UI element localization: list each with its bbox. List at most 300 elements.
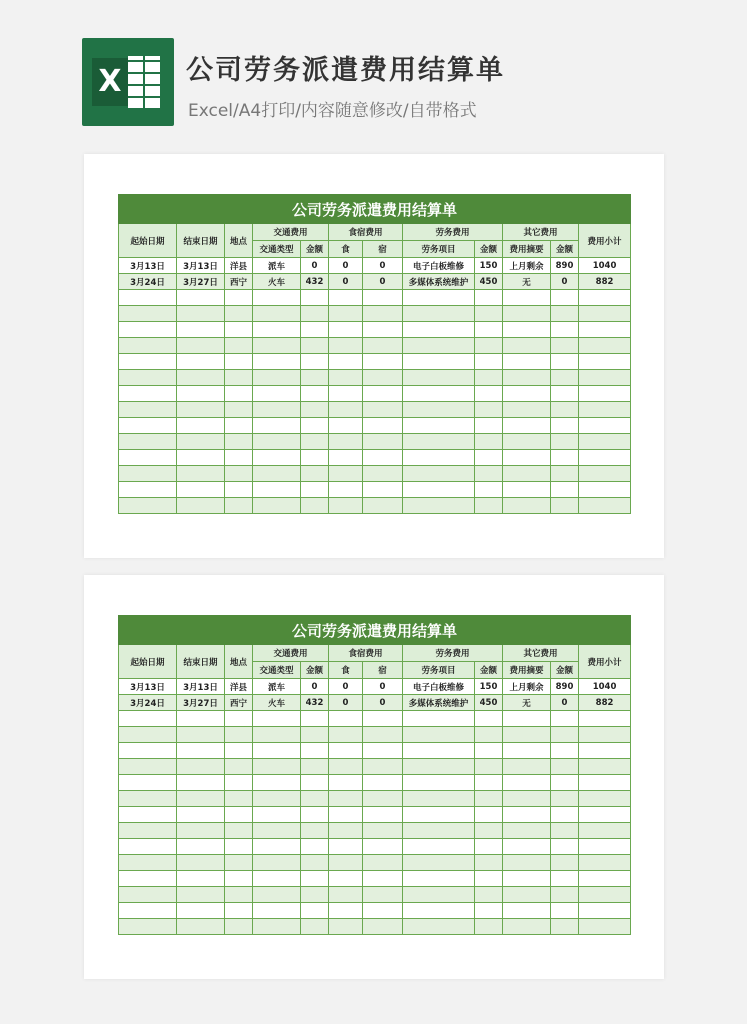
header-start-date: 起始日期 [119,224,177,258]
empty-cell [503,402,551,418]
empty-cell [579,370,631,386]
header-other: 其它费用 [503,224,579,241]
subheader-transport-amount: 金额 [301,241,329,258]
table-cell: 0 [551,695,579,711]
empty-cell [363,354,403,370]
empty-cell [403,855,475,871]
empty-table-row [119,919,631,935]
empty-cell [475,903,503,919]
empty-cell [329,823,363,839]
empty-cell [177,759,225,775]
empty-table-row [119,727,631,743]
table-cell: 西宁 [225,695,253,711]
empty-cell [119,887,177,903]
empty-cell [403,823,475,839]
table-cell: 0 [363,258,403,274]
empty-cell [329,727,363,743]
empty-cell [363,434,403,450]
table-cell: 1040 [579,679,631,695]
excel-logo-letter: X [92,58,128,106]
table-cell: 0 [363,274,403,290]
empty-cell [253,791,301,807]
empty-cell [475,354,503,370]
table-cell: 上月剩余 [503,679,551,695]
empty-cell [363,871,403,887]
empty-cell [177,306,225,322]
empty-cell [177,791,225,807]
empty-cell [225,807,253,823]
empty-table-row [119,887,631,903]
subheader-lodging: 宿 [363,662,403,679]
header-food-lodging: 食宿费用 [329,224,403,241]
empty-cell [363,887,403,903]
empty-cell [177,466,225,482]
table-row [119,695,631,711]
empty-cell [253,903,301,919]
empty-cell [253,322,301,338]
empty-table-row [119,711,631,727]
empty-cell [579,482,631,498]
table-cell: 882 [579,695,631,711]
empty-cell [363,839,403,855]
sheet-preview-1 [84,154,664,558]
table-cell: 派车 [253,679,301,695]
empty-cell [225,450,253,466]
empty-cell [253,775,301,791]
table-caption: 公司劳务派遣费用结算单 [119,616,631,645]
empty-cell [329,450,363,466]
table-cell: 0 [301,258,329,274]
empty-cell [119,354,177,370]
empty-cell [225,711,253,727]
header-labor: 劳务费用 [403,645,503,662]
empty-cell [403,290,475,306]
table-cell: 电子白板维修 [403,679,475,695]
empty-cell [329,290,363,306]
empty-cell [329,919,363,935]
table-cell: 火车 [253,695,301,711]
page-title: 公司劳务派遣费用结算单 [186,55,505,86]
empty-cell [119,370,177,386]
empty-cell [329,434,363,450]
empty-cell [551,823,579,839]
empty-cell [503,498,551,514]
empty-cell [475,418,503,434]
empty-cell [551,466,579,482]
empty-cell [403,482,475,498]
empty-table-row [119,290,631,306]
table-cell: 882 [579,274,631,290]
empty-cell [551,727,579,743]
subheader-lodging: 宿 [363,241,403,258]
empty-table-row [119,386,631,402]
empty-cell [119,775,177,791]
empty-cell [177,839,225,855]
empty-cell [475,727,503,743]
empty-cell [253,450,301,466]
excel-grid-icon [128,56,162,108]
empty-cell [301,290,329,306]
empty-cell [503,418,551,434]
empty-cell [551,743,579,759]
empty-cell [329,871,363,887]
empty-cell [301,743,329,759]
empty-cell [225,919,253,935]
empty-cell [579,306,631,322]
empty-cell [301,434,329,450]
empty-cell [503,887,551,903]
empty-cell [551,791,579,807]
empty-cell [363,759,403,775]
subheader-transport-type: 交通类型 [253,662,301,679]
empty-table-row [119,370,631,386]
empty-cell [225,322,253,338]
header-transport: 交通费用 [253,645,329,662]
empty-cell [253,338,301,354]
empty-cell [475,450,503,466]
empty-cell [119,306,177,322]
empty-cell [119,791,177,807]
empty-cell [225,839,253,855]
empty-table-row [119,306,631,322]
table-cell: 890 [551,258,579,274]
table-cell: 0 [329,679,363,695]
empty-cell [177,855,225,871]
empty-cell [403,887,475,903]
table-body [119,258,631,514]
empty-cell [253,727,301,743]
empty-table-row [119,759,631,775]
subheader-labor-amount: 金额 [475,241,503,258]
empty-cell [475,498,503,514]
empty-cell [119,434,177,450]
empty-cell [225,338,253,354]
empty-cell [579,823,631,839]
empty-cell [579,338,631,354]
subheader-other-summary: 费用摘要 [503,241,551,258]
table-cell: 3月13日 [177,258,225,274]
empty-cell [363,498,403,514]
empty-cell [551,807,579,823]
table-cell: 多媒体系统维护 [403,274,475,290]
empty-cell [225,887,253,903]
header-location: 地点 [225,224,253,258]
empty-cell [253,466,301,482]
empty-cell [551,434,579,450]
empty-cell [119,823,177,839]
sheet-preview-2 [84,575,664,979]
empty-cell [301,791,329,807]
settlement-table [118,615,631,935]
empty-table-row [119,466,631,482]
empty-cell [253,482,301,498]
empty-cell [403,711,475,727]
empty-cell [329,903,363,919]
empty-cell [579,466,631,482]
header-end-date: 结束日期 [177,645,225,679]
subheader-labor-item: 劳务项目 [403,241,475,258]
empty-cell [503,871,551,887]
empty-cell [551,919,579,935]
empty-cell [177,370,225,386]
empty-cell [329,370,363,386]
subheader-other-amount: 金额 [551,662,579,679]
empty-cell [119,482,177,498]
empty-cell [503,354,551,370]
empty-cell [329,338,363,354]
empty-cell [177,402,225,418]
empty-cell [253,402,301,418]
empty-cell [329,855,363,871]
subheader-transport-type: 交通类型 [253,241,301,258]
empty-table-row [119,418,631,434]
empty-cell [177,450,225,466]
empty-cell [503,290,551,306]
empty-cell [301,466,329,482]
empty-cell [329,306,363,322]
empty-cell [119,903,177,919]
header-labor: 劳务费用 [403,224,503,241]
empty-cell [503,482,551,498]
empty-cell [403,743,475,759]
empty-cell [177,290,225,306]
empty-cell [225,306,253,322]
header-transport: 交通费用 [253,224,329,241]
empty-cell [253,711,301,727]
empty-cell [177,354,225,370]
empty-cell [475,322,503,338]
empty-cell [403,434,475,450]
table-cell: 1040 [579,258,631,274]
table-cell: 0 [551,274,579,290]
empty-cell [551,450,579,466]
empty-cell [403,466,475,482]
empty-cell [301,903,329,919]
empty-cell [119,855,177,871]
empty-cell [403,871,475,887]
table-cell: 上月剩余 [503,258,551,274]
table-cell: 0 [301,679,329,695]
subheader-other-amount: 金额 [551,241,579,258]
empty-cell [253,370,301,386]
empty-cell [329,791,363,807]
empty-cell [253,743,301,759]
empty-cell [363,482,403,498]
empty-cell [253,306,301,322]
header-location: 地点 [225,645,253,679]
empty-cell [363,775,403,791]
empty-cell [475,791,503,807]
empty-cell [475,871,503,887]
empty-cell [403,807,475,823]
empty-cell [363,903,403,919]
empty-table-row [119,322,631,338]
subheader-food: 食 [329,241,363,258]
empty-table-row [119,791,631,807]
empty-cell [253,386,301,402]
empty-cell [301,919,329,935]
empty-cell [253,434,301,450]
empty-cell [301,871,329,887]
table-caption: 公司劳务派遣费用结算单 [119,195,631,224]
empty-cell [329,887,363,903]
empty-cell [253,919,301,935]
empty-cell [253,871,301,887]
empty-cell [403,839,475,855]
empty-cell [253,498,301,514]
empty-cell [119,871,177,887]
empty-cell [119,290,177,306]
empty-cell [551,482,579,498]
empty-cell [119,450,177,466]
empty-cell [475,306,503,322]
empty-cell [301,759,329,775]
empty-cell [363,466,403,482]
empty-cell [329,482,363,498]
table-body [119,679,631,935]
empty-cell [475,807,503,823]
empty-cell [301,418,329,434]
empty-cell [579,354,631,370]
empty-cell [177,775,225,791]
empty-table-row [119,839,631,855]
empty-cell [503,466,551,482]
empty-cell [225,855,253,871]
empty-cell [363,711,403,727]
empty-cell [403,418,475,434]
empty-cell [551,759,579,775]
empty-cell [329,743,363,759]
empty-cell [551,354,579,370]
empty-cell [579,402,631,418]
table-cell: 432 [301,695,329,711]
empty-cell [301,727,329,743]
empty-cell [403,386,475,402]
empty-cell [301,354,329,370]
empty-cell [363,306,403,322]
empty-cell [301,711,329,727]
empty-cell [403,322,475,338]
subheader-labor-item: 劳务项目 [403,662,475,679]
empty-cell [225,402,253,418]
empty-cell [551,775,579,791]
empty-cell [329,386,363,402]
header-food-lodging: 食宿费用 [329,645,403,662]
table-cell: 派车 [253,258,301,274]
empty-cell [225,466,253,482]
empty-cell [579,711,631,727]
settlement-table [118,194,631,514]
empty-cell [177,498,225,514]
empty-cell [503,919,551,935]
empty-cell [301,482,329,498]
empty-cell [403,338,475,354]
empty-cell [503,823,551,839]
table-cell: 3月13日 [119,679,177,695]
empty-cell [301,887,329,903]
table-cell: 890 [551,679,579,695]
table-row [119,274,631,290]
table-cell: 0 [329,258,363,274]
empty-cell [551,887,579,903]
empty-cell [363,727,403,743]
empty-cell [177,418,225,434]
empty-cell [177,871,225,887]
empty-cell [253,855,301,871]
empty-cell [403,775,475,791]
table-cell: 0 [329,274,363,290]
table-cell: 3月27日 [177,274,225,290]
empty-cell [475,839,503,855]
empty-cell [551,871,579,887]
empty-cell [363,402,403,418]
empty-cell [253,759,301,775]
empty-cell [579,290,631,306]
empty-table-row [119,855,631,871]
empty-cell [329,775,363,791]
empty-cell [503,322,551,338]
empty-cell [177,322,225,338]
empty-cell [177,743,225,759]
empty-cell [403,903,475,919]
empty-cell [363,450,403,466]
empty-cell [579,498,631,514]
empty-cell [579,903,631,919]
empty-cell [119,338,177,354]
empty-cell [225,370,253,386]
empty-cell [579,887,631,903]
empty-cell [225,791,253,807]
empty-cell [225,354,253,370]
empty-cell [119,322,177,338]
empty-cell [119,386,177,402]
empty-cell [475,855,503,871]
empty-table-row [119,807,631,823]
empty-cell [475,743,503,759]
table-cell: 0 [329,695,363,711]
table-cell: 0 [363,679,403,695]
empty-cell [329,466,363,482]
empty-cell [225,871,253,887]
empty-cell [363,823,403,839]
empty-cell [329,711,363,727]
empty-cell [177,887,225,903]
empty-cell [503,839,551,855]
empty-cell [403,450,475,466]
table-cell: 洋县 [225,258,253,274]
empty-cell [503,338,551,354]
empty-cell [403,354,475,370]
empty-table-row [119,354,631,370]
empty-cell [503,743,551,759]
empty-cell [579,743,631,759]
empty-cell [579,322,631,338]
empty-cell [119,743,177,759]
empty-cell [503,370,551,386]
empty-table-row [119,338,631,354]
empty-cell [363,290,403,306]
empty-table-row [119,450,631,466]
empty-table-row [119,871,631,887]
empty-cell [503,903,551,919]
empty-table-row [119,903,631,919]
page-subtitle: Excel/A4打印/内容随意修改/自带格式 [188,101,477,121]
empty-table-row [119,434,631,450]
empty-cell [475,290,503,306]
header-subtotal: 费用小计 [579,224,631,258]
empty-cell [503,711,551,727]
empty-cell [177,482,225,498]
